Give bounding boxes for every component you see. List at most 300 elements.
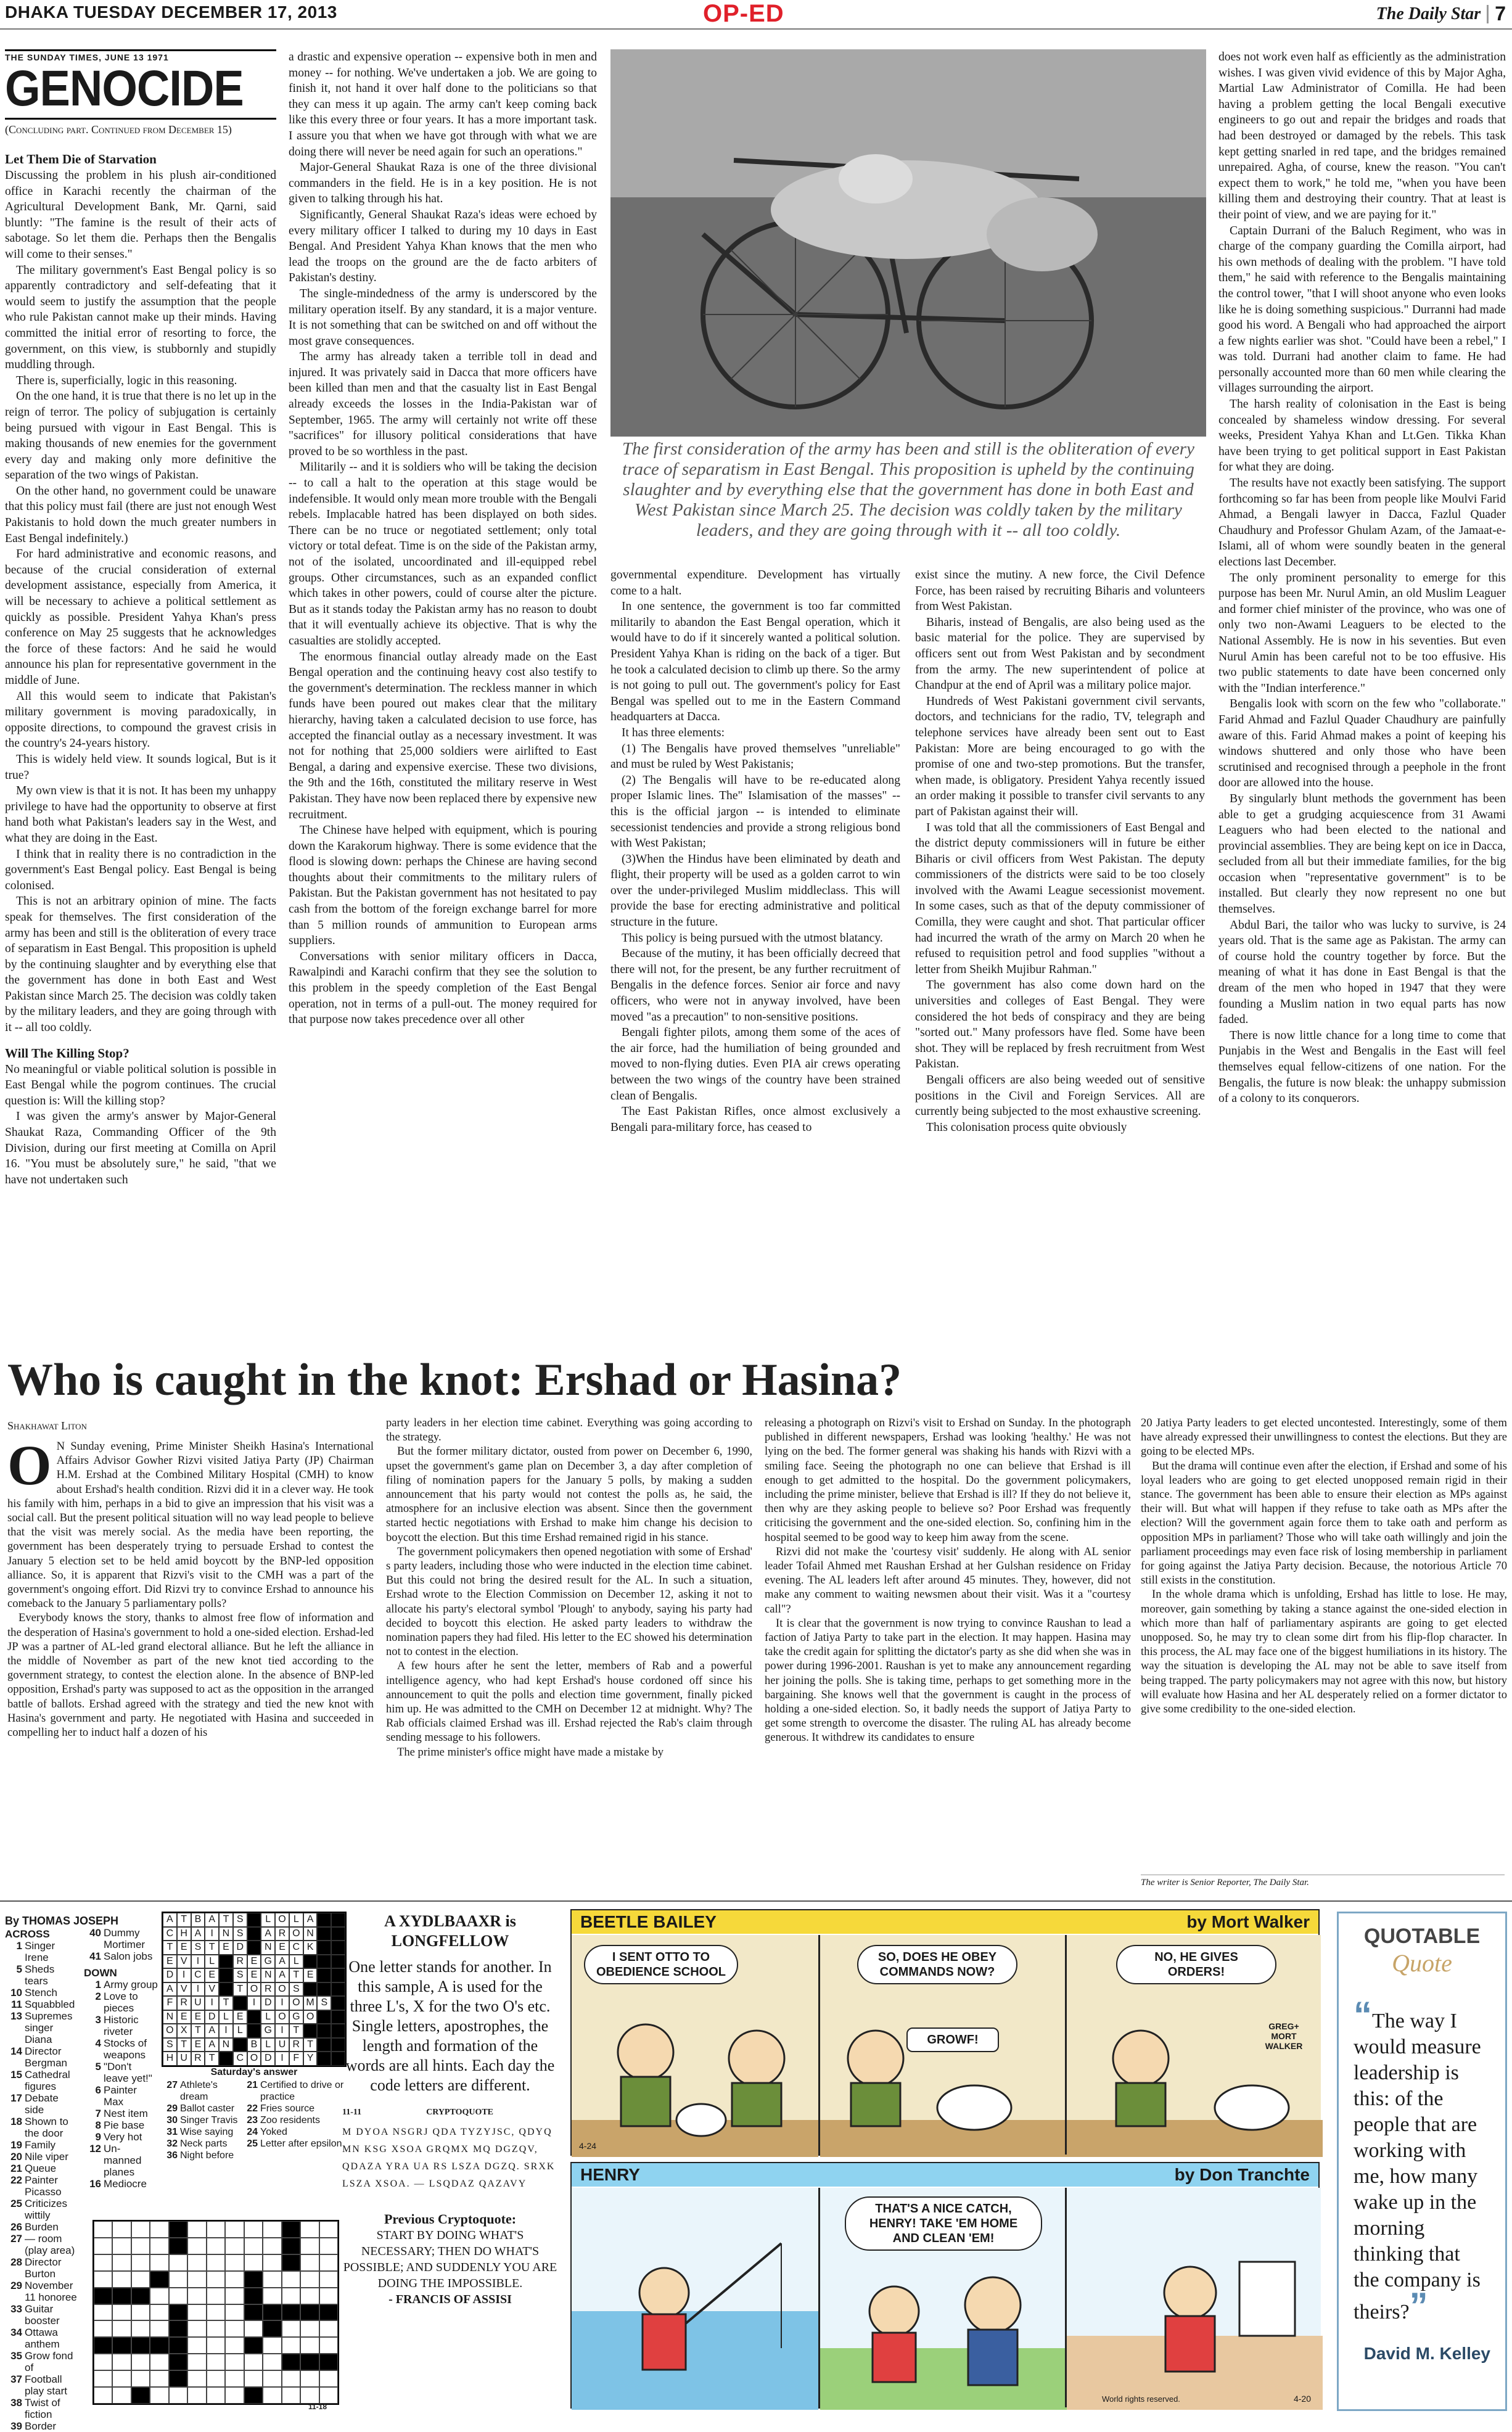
clue-text: "Don't leave yet!": [104, 2061, 152, 2084]
henry-art-2: [820, 2188, 1067, 2410]
grid-cell[interactable]: [263, 2238, 281, 2254]
paragraph: This is not an arbitrary opinion of mine. The facts speak for themselves. The first consideration of the army has been and still is the obliteration of every trace of separatism in East Bengal. This proposition is upheld by the continuing slaughter and by everything else that the government has done in both East and West Pakistan since March 25. The decision was coldly taken by the military leaders, and they are going through with it -- all too coldly.: [5, 895, 276, 1035]
grid-cell[interactable]: [207, 2370, 225, 2387]
beetle-signature: GREG+ MORT WALKER: [1265, 2021, 1303, 2051]
answer-cell: I: [219, 2024, 233, 2038]
grid-cell[interactable]: [112, 2354, 131, 2370]
grid-cell[interactable]: [150, 2238, 168, 2254]
answer-cell: T: [177, 2038, 191, 2052]
grid-cell[interactable]: [225, 2288, 244, 2304]
grid-cell[interactable]: [300, 2337, 319, 2354]
answer-cell: O: [289, 1927, 303, 1941]
grid-cell[interactable]: [300, 2288, 319, 2304]
beetle-bubble-growf: GROWF!: [906, 2027, 999, 2052]
grid-cell[interactable]: [263, 2354, 281, 2370]
clue: [5, 1940, 79, 1963]
grid-cell[interactable]: [131, 2370, 150, 2387]
grid-cell[interactable]: [187, 2288, 206, 2304]
clue-number: 27: [166, 2080, 178, 2090]
answer-cell: S: [317, 1996, 331, 2010]
clue: [5, 2397, 79, 2420]
answer-cell: L: [233, 2024, 247, 2038]
grid-cell[interactable]: [150, 2320, 168, 2337]
answer-cell: M: [303, 1996, 318, 2010]
henry-panel-2: [818, 2188, 1065, 2407]
clue-number: 40: [89, 1927, 101, 1939]
grid-cell[interactable]: [94, 2387, 112, 2404]
grid-cell[interactable]: [300, 2238, 319, 2254]
clue-number: 30: [166, 2115, 178, 2126]
grid-cell[interactable]: [225, 2238, 244, 2254]
grid-cell[interactable]: [225, 2354, 244, 2370]
clue-number: 8: [95, 2119, 101, 2131]
grid-cell[interactable]: [150, 2387, 168, 2404]
ershad-col-3: [765, 1416, 1131, 1872]
grid-cell[interactable]: [94, 2304, 112, 2321]
clue: [84, 1950, 158, 1962]
col1b-body: [5, 1062, 276, 1188]
grid-cell[interactable]: [263, 2337, 281, 2354]
clue-number: 22: [247, 2103, 258, 2114]
grid-cell[interactable]: [94, 2354, 112, 2370]
clue-number: 21: [10, 2163, 22, 2174]
answer-cell: [317, 2052, 331, 2066]
answer-cell: B: [191, 1913, 205, 1927]
grid-cell[interactable]: [300, 2221, 319, 2238]
grid-cell[interactable]: [187, 2304, 206, 2321]
grid-cell[interactable]: [263, 2387, 281, 2404]
grid-cell[interactable]: [225, 2320, 244, 2337]
grid-cell[interactable]: [150, 2304, 168, 2321]
grid-cell[interactable]: [282, 2271, 300, 2288]
clue-text: Director Bergman: [25, 2045, 67, 2069]
grid-cell[interactable]: [207, 2337, 225, 2354]
answer-cell: [233, 1996, 247, 2010]
answer-cell: E: [191, 2010, 205, 2024]
grid-cell[interactable]: [282, 2370, 300, 2387]
grid-cell[interactable]: [94, 2254, 112, 2271]
grid-cell: [169, 2221, 187, 2238]
answer-cell: D: [205, 2010, 219, 2024]
answer-cell: [317, 1913, 331, 1927]
clue: [5, 2256, 79, 2280]
answer-cell: G: [289, 2010, 303, 2024]
answer-cell: E: [275, 1941, 289, 1955]
grid-cell[interactable]: [169, 2387, 187, 2404]
grid-cell[interactable]: [263, 2221, 281, 2238]
paragraph: Abdul Bari, the tailor who was lucky to survive, is 24 years old. That is the same age as Pakistan. The army can of course hold the country together by force. But the meaning of what it has done in East Bengal is that the dream of the men who hoped in 1947 that they were founding a Muslim nation in two equal parts has now faded.: [1218, 918, 1506, 1027]
clue-text: Grow fond of: [25, 2350, 73, 2373]
grid-cell[interactable]: [94, 2370, 112, 2387]
paragraph: releasing a photograph on Rizvi's visit to Ershad on Sunday. In the photograph published in different newspapers, Ershad was looking 'healthy.' He was not lying on the bed. The former general was shaking his hands with Rizvi with a smiling face. Seeing the photograph no one can believe that Ershad is ill enough to get admitted to the hospital. Do the government policymakers, including the prime minister, believe that Ershad is ill? If they do not believe it, then why are they asking people to believe so? Poor Ershad was frequently criticising the government and the one-sided election. So, confining him in the hospital seemed to be good way to keep him away from the scene.: [765, 1416, 1131, 1544]
genocide-header: [5, 49, 276, 136]
ershad-col-1: [7, 1434, 374, 1871]
cryptoquote: [342, 1912, 558, 2405]
grid-cell[interactable]: [319, 2288, 338, 2304]
clue-text: Singer Travis: [180, 2115, 238, 2126]
answer-cell: [317, 2010, 331, 2024]
clue: [5, 1999, 79, 2010]
quotable-box: [1337, 1912, 1507, 2411]
answer-cell: S: [233, 1927, 247, 1941]
subhead-starvation: Let Them Die of Starvation: [5, 152, 157, 166]
grid-cell[interactable]: [244, 2354, 263, 2370]
grid-cell[interactable]: [263, 2271, 281, 2288]
grid-cell[interactable]: [131, 2238, 150, 2254]
grid-cell[interactable]: [263, 2288, 281, 2304]
grid-cell[interactable]: [300, 2271, 319, 2288]
answer-cell: [247, 2024, 261, 2038]
clue-text: Army group: [104, 1979, 158, 1990]
grid-cell[interactable]: [187, 2271, 206, 2288]
grid-cell[interactable]: [112, 2238, 131, 2254]
paper-id: [1376, 2, 1506, 25]
answer-cell: I: [205, 1996, 219, 2010]
grid-cell[interactable]: [150, 2254, 168, 2271]
clue-text: Stench: [25, 1987, 57, 1999]
grid-cell[interactable]: [112, 2254, 131, 2271]
separator: [1487, 5, 1489, 23]
grid-cell[interactable]: [207, 2320, 225, 2337]
genocide-col-2: [289, 49, 597, 1332]
answer-cell: S: [191, 1941, 205, 1955]
answer-cell: [247, 1941, 261, 1955]
answer-cell: [219, 1955, 233, 1969]
clue-text: Football play start: [25, 2373, 67, 2397]
down-clues-3: [160, 2079, 240, 2161]
grid-cell[interactable]: [94, 2271, 112, 2288]
grid-cell[interactable]: [244, 2238, 263, 2254]
paragraph: The Chinese have helped with equipment, which is pouring down the Karakorum highway. There is some evidence that the flood is slowing down: perhaps the Chinese are having second thoughts about their commitments to the military rulers of Pakistan. But the Pakistan government has not hesitated to pay cash from the bottom of the foreign exchange barrel for more than 5 million rounds of ammunition to European arms suppliers.: [289, 824, 597, 948]
grid-cell[interactable]: [282, 2288, 300, 2304]
answer-cell: L: [261, 1913, 275, 1927]
grid-cell[interactable]: [207, 2238, 225, 2254]
paragraph: A few hours after he sent the letter, members of Rab and a powerful intelligence agency, who had kept Ershad's house cordoned off since his announcement to quit the polls and election time government, finally picked him up. He was admitted to the CMH on December 12 at midnight. Why? The Rab officials claimed Ershad was ill. Ershad rejected the Rab's claim through sending message to his followers.: [386, 1659, 752, 1744]
grid-cell[interactable]: [207, 2304, 225, 2321]
answer-cell: V: [177, 1955, 191, 1969]
clue: [160, 2079, 240, 2103]
grid-cell[interactable]: [319, 2337, 338, 2354]
henry-art-3: [1067, 2188, 1323, 2410]
clue-number: 16: [89, 2178, 101, 2190]
grid-cell[interactable]: [244, 2370, 263, 2387]
paragraph: Significantly, General Shaukat Raza's ideas were echoed by every military officer I talked to during my 10 days in East Bengal. And President Yahya Khan knows that the men who lead the troops on the ground are the de facto arbiters of Pakistan's destiny.: [289, 208, 597, 285]
clue-text: Painter Max: [104, 2084, 137, 2108]
clue-text: Pie base: [104, 2119, 145, 2131]
clue-number: 5: [16, 1963, 22, 1975]
answer-cell: [303, 1955, 318, 1969]
grid-cell: [169, 2354, 187, 2370]
grid-cell[interactable]: [207, 2387, 225, 2404]
grid-cell[interactable]: [150, 2370, 168, 2387]
clue: [84, 2037, 158, 2061]
genocide-col-3: [610, 567, 900, 1332]
paragraph: The only prominent personality to emerge for this purpose has been Mr. Nurul Amin, an old Muslim Leaguer and former chief minister of the province, who was one of only two non-Awami Leaguers to be elected to the National Assembly. He is now in his seventies. But even Nurul Amin has been careful not to be too effusive. His two public statements to date have been concerned only with the "Indian interference.": [1218, 571, 1506, 695]
top-rule: [0, 28, 1512, 30]
quotable-title: QUOTABLE: [1363, 1925, 1481, 1948]
paragraph: The East Pakistan Rifles, once almost exclusively a Bengali para-military force, has ceased to: [610, 1105, 900, 1134]
grid-cell[interactable]: [225, 2370, 244, 2387]
clue-number: 29: [166, 2103, 178, 2114]
answer-cell: T: [163, 1941, 177, 1955]
beetle-bubble-3: NO, HE GIVES ORDERS!: [1116, 1945, 1276, 1984]
grid-cell: [169, 2337, 187, 2354]
grid-cell[interactable]: [244, 2320, 263, 2337]
grid-cell[interactable]: [187, 2221, 206, 2238]
beetle-date: 4-24: [579, 2141, 597, 2151]
grid-cell[interactable]: [244, 2254, 263, 2271]
clue: [84, 2014, 158, 2037]
grid-cell: [150, 2337, 168, 2354]
grid-cell[interactable]: [300, 2370, 319, 2387]
answer-cell: E: [191, 2038, 205, 2052]
grid-cell[interactable]: [263, 2254, 281, 2271]
answer-cell: T: [205, 1941, 219, 1955]
section-label: OP-ED: [703, 0, 784, 27]
clue-text: Twist of fiction: [25, 2397, 60, 2420]
paper-name: The Daily Star: [1376, 4, 1481, 23]
answer-cell: K: [303, 1941, 318, 1955]
answer-cell: R: [289, 2038, 303, 2052]
grid-cell[interactable]: [319, 2238, 338, 2254]
grid-cell[interactable]: [169, 2271, 187, 2288]
grid-cell[interactable]: [150, 2288, 168, 2304]
grid-cell[interactable]: [282, 2320, 300, 2337]
grid-cell[interactable]: [112, 2320, 131, 2337]
clue-text: — room (play area): [25, 2233, 75, 2256]
grid-cell[interactable]: [169, 2254, 187, 2271]
grid-cell[interactable]: [169, 2288, 187, 2304]
grid-cell[interactable]: [319, 2370, 338, 2387]
grid-cell[interactable]: [112, 2271, 131, 2288]
grid-cell[interactable]: [131, 2254, 150, 2271]
answer-cell: T: [303, 2038, 318, 2052]
genocide-col-4: [915, 567, 1205, 1332]
grid-cell: [263, 2304, 281, 2321]
clue: [160, 2103, 240, 2114]
beetle-panel-3: [1065, 1935, 1321, 2155]
clue-number: 28: [10, 2256, 22, 2268]
beetle-bubble-2: SO, DOES HE OBEY COMMANDS NOW?: [857, 1945, 1017, 1984]
clue: [240, 2103, 345, 2114]
bottom-rule: [0, 1900, 1512, 1902]
grid-cell[interactable]: [94, 2320, 112, 2337]
grid-cell[interactable]: [94, 2238, 112, 2254]
grid-cell: [112, 2288, 131, 2304]
grid-cell[interactable]: [282, 2337, 300, 2354]
clue-number: 27: [10, 2233, 22, 2245]
grid-cell[interactable]: [300, 2387, 319, 2404]
paragraph: Hundreds of West Pakistani government civil servants, doctors, and technicians for the radio, TV, telegraph and telephone services have already been sent out to East Pakistan: More are being encouraged to go with the promise of one and two-step promotions. But the transfer, when made, is obligatory. President Yahya recently issued an order making it possible to transfer civil servants to any part of Pakistan against their will.: [915, 694, 1205, 818]
paragraph: Militarily -- and it is soldiers who will be taking the decision -- to call a halt to the operation at this stage would be indefensible. It would only mean more trouble with the Bengali rebels. Implacable hatred has been displayed on both sides. There can be no truce or negotiated settlement; only total victory or total defeat. Time is on the side of the Pakistan army, not of the isolated, uncoordinated and ill-equipped rebel groups. Other circumstances, such as an expanded conflict which takes in other powers, could of course alter the picture. But as it stands today the Pakistan army has no reason to doubt that it will eventually achieve its objective. That is why the casualties are stolidly accepted.: [289, 461, 597, 647]
paragraph: Everybody knows the story, thanks to almost free flow of information and the desperation of Hasina's government to hold a one-sided election. Ershad-led JP was a partner of AL-led grand electoral alliance. But he left the alliance in the middle of November as part of the new knot tied according to the government strategy, to contest the election alone. In the absence of BNP-led opposition, Ershad's party was supposed to act as the opposition in the arranged battle of ballots. Ershad agreed with the strategy and tied the new knot with Hasina's government and party. He negotiated with Hasina and succeeded in compelling her to induct half a dozen of his: [7, 1611, 374, 1740]
paragraph: Rizvi did not make the 'courtesy visit' suddenly. He along with AL senior leader Tofail Ahmed met Raushan Ershad at her Gulshan residence on Friday evening. The AL leaders left after around 45 minutes. They, however, did not make any comment to waiting newsmen about their visit. Was it a "courtesy call"?: [765, 1545, 1131, 1616]
grid-cell[interactable]: [319, 2254, 338, 2271]
clue-text: Fries source: [260, 2103, 315, 2114]
clue-text: Queue: [25, 2163, 57, 2174]
grid-cell[interactable]: [319, 2271, 338, 2288]
grid-cell[interactable]: [112, 2221, 131, 2238]
clue: [5, 2350, 79, 2373]
paragraph: The government policymakers then opened negotiation with some of Ershad' s party leaders, including those who were inducted in the election time cabinet. But this could not bring the desired result for the AL. In such a situation, Ershad wrote to the Election Commission on December 12, asking it not to allocate his party's electoral symbol 'Plough' to anybody, saying his party had decided to boycott this election. He asked party leaders to withdraw the nomination papers they had filed. His letter to the EC showed his determination not to contest in the election.: [386, 1545, 752, 1659]
answer-cell: D: [261, 2052, 275, 2066]
clue-text: Very hot: [104, 2131, 142, 2143]
col3-body: [610, 567, 900, 1135]
clue-number: 37: [10, 2373, 22, 2385]
clue-number: 29: [10, 2280, 22, 2291]
grid-cell[interactable]: [207, 2221, 225, 2238]
answer-cell: C: [233, 2052, 247, 2066]
answer-cell: G: [261, 1955, 275, 1969]
grid-cell[interactable]: [225, 2271, 244, 2288]
grid-cell[interactable]: [300, 2254, 319, 2271]
paragraph: Because of the mutiny, it has been officially decreed that there will not, for the present, be any further recruitment of Bengalis in the defence forces. Senior air force and navy officers, who were not in anyway involved, have been moved "as a precaution" to non-sensitive positions.: [610, 947, 900, 1024]
clue: [84, 2178, 158, 2190]
grid-cell[interactable]: [207, 2271, 225, 2288]
down-clues: [84, 1979, 158, 2190]
clue-text: Squabbled: [25, 1999, 75, 2010]
clue-text: Night before: [180, 2150, 234, 2161]
clue: [84, 1927, 158, 1950]
grid-cell[interactable]: [112, 2304, 131, 2321]
answer-cell: [247, 2010, 261, 2024]
grid-cell[interactable]: [225, 2387, 244, 2404]
clue-number: 10: [10, 1987, 22, 1999]
clue: [84, 2119, 158, 2131]
answer-cell: A: [261, 1927, 275, 1941]
answer-cell: T: [233, 1982, 247, 1997]
answer-cell: [317, 1982, 331, 1997]
grid-cell[interactable]: [131, 2271, 150, 2288]
grid-cell[interactable]: [207, 2288, 225, 2304]
clue: [84, 2143, 158, 2178]
paragraph: exist since the mutiny. A new force, the Civil Defence Force, has been raised by recruiting Biharis and volunteers from West Pakistan.: [915, 569, 1205, 614]
grid-cell[interactable]: [187, 2370, 206, 2387]
grid-cell[interactable]: [300, 2320, 319, 2337]
clue-number: 32: [166, 2138, 178, 2149]
across-clues: [5, 1940, 79, 2432]
clue-number: 6: [95, 2084, 101, 2096]
answer-cell: O: [275, 2010, 289, 2024]
grid-cell[interactable]: [225, 2221, 244, 2238]
grid-cell[interactable]: [150, 2221, 168, 2238]
prev-crypto-header: Previous Cryptoquote:: [384, 2211, 517, 2227]
crossword-byline: By THOMAS JOSEPH: [5, 1915, 119, 1927]
col5-body: [1218, 49, 1506, 1107]
genocide-col-1: [5, 146, 276, 1268]
answer-cell: A: [205, 2038, 219, 2052]
grid-cell[interactable]: [131, 2221, 150, 2238]
clue-text: Director Burton: [25, 2256, 62, 2280]
clue-text: Sheds tears: [25, 1963, 55, 1987]
sunday-times-label: THE SUNDAY TIMES, JUNE 13 1971: [5, 49, 276, 62]
grid-cell[interactable]: [187, 2337, 206, 2354]
answer-cell: O: [247, 1982, 261, 1997]
clue-number: 11: [11, 1999, 22, 2010]
grid-cell[interactable]: [319, 2320, 338, 2337]
clue: [84, 2084, 158, 2108]
answer-cell: [317, 2038, 331, 2052]
grid-cell[interactable]: [225, 2304, 244, 2321]
henry-rights: World rights reserved.: [1102, 2394, 1180, 2404]
grid-cell[interactable]: [131, 2354, 150, 2370]
clue-number: 21: [247, 2080, 258, 2090]
clue-number: 38: [10, 2397, 22, 2409]
clue-text: Singer Irene: [25, 1940, 55, 1963]
subhead-killing: Will The Killing Stop?: [5, 1045, 129, 1061]
henry-art-1: [572, 2188, 818, 2410]
paragraph: Bengali officers are also being weeded out of sensitive positions in the Civil and Foreign Services. All are currently being subjected to the most exhaustive screening.: [915, 1074, 1205, 1119]
answer-cell: O: [275, 1982, 289, 1997]
grid-cell[interactable]: [207, 2254, 225, 2271]
grid-cell[interactable]: [187, 2254, 206, 2271]
photo-caption: The first consideration of the army has been and still is the obliteration of every trace of separatism in East Bengal. This proposition is upheld by the continuing slaughter and by everything else that the government has done in both East and West Pakistan since March 25. The decision was coldly taken by the military leaders, and they are going through with it -- all too coldly.: [622, 439, 1194, 540]
answer-cell: [303, 1982, 318, 1997]
grid-cell[interactable]: [94, 2221, 112, 2238]
paragraph: Biharis, instead of Bengalis, are also being used as the basic material for the police. They are supervised by officers sent out from West Pakistan and by secondment from the army. The new superintendent of police at Chandpur at the end of April was a military police major.: [915, 615, 1205, 692]
clue-text: Un-manned planes: [104, 2143, 142, 2178]
clue-text: Historic riveter: [104, 2014, 139, 2037]
grid-cell[interactable]: [207, 2354, 225, 2370]
answer-cell: X: [177, 2024, 191, 2038]
down-clues-3-wrap: [160, 2079, 240, 2161]
across-clues-2: [84, 1927, 158, 1962]
grid-cell: [244, 2271, 263, 2288]
paragraph: (3)When the Hindus have been eliminated by death and flight, their property will be used as a golden carrot to win over the under-privileged Muslim middleclass. This will provide the base for erecting administrative and political structure in the future.: [610, 852, 900, 929]
clue-text: Dummy Mortimer: [104, 1927, 146, 1950]
answer-grid: [162, 1912, 347, 2067]
issue-date: DHAKA TUESDAY DECEMBER 17, 2013: [5, 2, 337, 22]
grid-cell[interactable]: [225, 2254, 244, 2271]
col1-body: [5, 168, 276, 1036]
grid-cell[interactable]: [150, 2354, 168, 2370]
title-rule: [5, 118, 276, 120]
grid-cell[interactable]: [263, 2370, 281, 2387]
grid-cell[interactable]: [282, 2387, 300, 2404]
grid-cell: [169, 2304, 187, 2321]
grid-cell[interactable]: [187, 2354, 206, 2370]
grid-cell[interactable]: [319, 2387, 338, 2404]
grid-cell[interactable]: [244, 2221, 263, 2238]
grid-cell[interactable]: [187, 2238, 206, 2254]
beetle-title-bar: [572, 1910, 1318, 1934]
clue: [5, 2139, 79, 2151]
grid-cell[interactable]: [225, 2337, 244, 2354]
clue: [84, 1979, 158, 1990]
beetle-panel-1: [572, 1935, 818, 2155]
grid-cell[interactable]: [131, 2320, 150, 2337]
grid-cell[interactable]: [319, 2221, 338, 2238]
beetle-title: BEETLE BAILEY: [580, 1912, 717, 1931]
answer-cell: [303, 2024, 318, 2038]
clue: [5, 2010, 79, 2045]
beetle-art-2: [820, 1935, 1067, 2157]
answer-cell: U: [177, 2052, 191, 2066]
henry-panel-1: [572, 2188, 818, 2407]
grid-cell[interactable]: [112, 2370, 131, 2387]
grid-cell[interactable]: [187, 2320, 206, 2337]
continued-note: (Concluding part. Continued from December 15): [5, 123, 232, 136]
answer-cell: O: [247, 2052, 261, 2066]
col2-body: [289, 49, 597, 1028]
answer-cell: A: [275, 1955, 289, 1969]
answer-cell: I: [191, 1955, 205, 1969]
grid-cell[interactable]: [187, 2387, 206, 2404]
crypto-code: M DYOA NSGRJ QDA TYZYJSC, QDYQ MN KSG XSOA GRQMX MQ DGZQV, QDAZA YRA UA RS LSZA DGZQ. SRXK LSZA XSOA. — LSQDAZ QAZAVY: [342, 2127, 556, 2189]
grid-cell[interactable]: [131, 2304, 150, 2321]
clue: [240, 2138, 345, 2150]
grid-cell[interactable]: [112, 2387, 131, 2404]
